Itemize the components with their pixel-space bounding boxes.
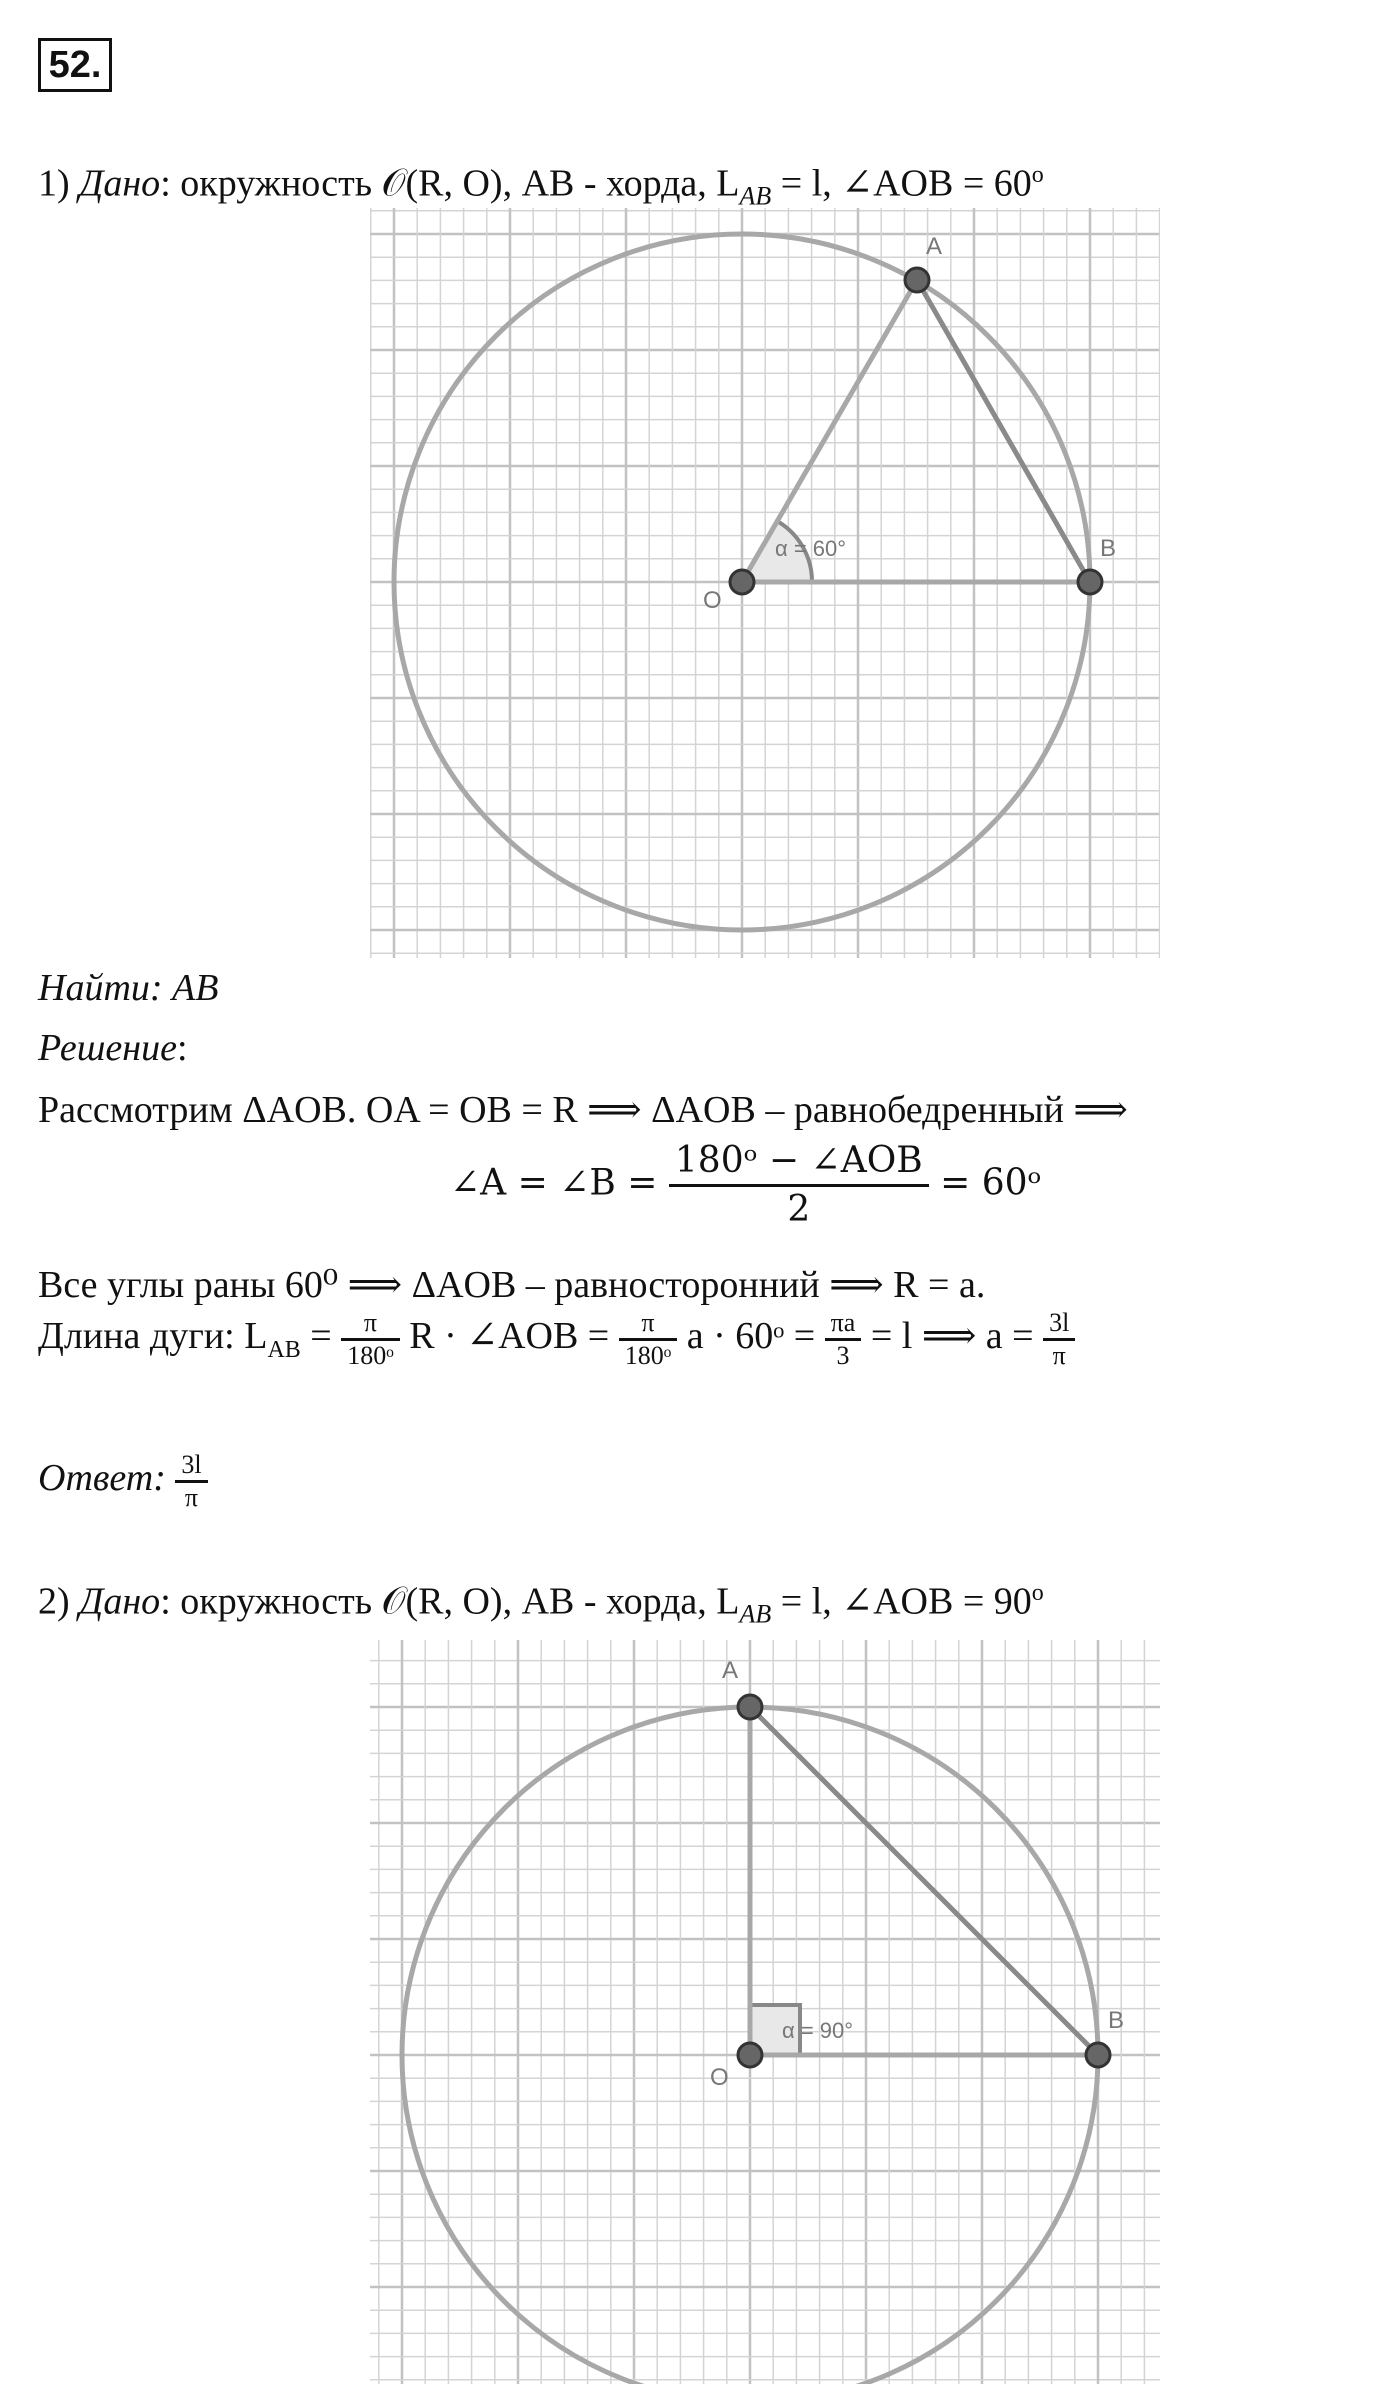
point-o-marker bbox=[738, 2043, 762, 2067]
line4-prefix: Длина дуги: L bbox=[38, 1315, 268, 1358]
solution-line-2 bbox=[450, 1138, 1041, 1233]
part1-solution-heading bbox=[38, 1025, 188, 1071]
segment-ab bbox=[750, 1707, 1098, 2055]
part2-given-rest: = l, ∠AOB = 90 bbox=[771, 1580, 1032, 1623]
line2-left: ∠A = ∠B = bbox=[450, 1162, 658, 1204]
solution-line-4 bbox=[38, 1308, 1075, 1373]
point-b-marker bbox=[1086, 2043, 1110, 2067]
figure-2-circle-diagram bbox=[370, 1640, 1160, 2384]
part1-answer bbox=[38, 1450, 208, 1513]
line4-mid2: a · 60ᵒ = bbox=[677, 1315, 825, 1358]
frac-pi-180-a bbox=[341, 1308, 400, 1371]
point-b-marker bbox=[1078, 570, 1102, 594]
frac-pia-3 bbox=[825, 1308, 862, 1371]
line2-right: = 60ᵒ bbox=[940, 1162, 1042, 1204]
line4-eq1: = bbox=[300, 1315, 342, 1358]
frac-3l-a: 3l bbox=[1043, 1308, 1075, 1341]
frac-pi-a: π bbox=[341, 1308, 400, 1341]
part1-given-sup: o bbox=[1031, 162, 1044, 188]
point-a-label: A bbox=[722, 1657, 739, 1684]
point-o-label: O bbox=[710, 2064, 729, 2091]
frac-pia: πa bbox=[825, 1308, 862, 1341]
frac-180-b: 180ᵒ bbox=[624, 1341, 672, 1370]
line4-sub: AB bbox=[267, 1336, 301, 1363]
frac-pi-c: π bbox=[1052, 1341, 1066, 1370]
part1-find bbox=[38, 965, 218, 1011]
answer-denominator: π bbox=[184, 1483, 199, 1512]
part1-given-text: : окружность 𝒪(R, O), AB - хорда, L bbox=[160, 162, 740, 205]
figure-1-circle-diagram bbox=[370, 208, 1160, 958]
part2-given-word: Дано bbox=[79, 1580, 161, 1623]
part1-given-word: Дано bbox=[79, 162, 161, 205]
part2-given-sup: o bbox=[1031, 1580, 1044, 1606]
answer-colon: : bbox=[153, 1457, 166, 1500]
part2-given-sub: AB bbox=[739, 1599, 772, 1629]
point-a-label: A bbox=[926, 233, 943, 260]
point-o-marker bbox=[730, 570, 754, 594]
line2-denominator: 2 bbox=[787, 1189, 811, 1230]
point-a-marker bbox=[905, 268, 929, 292]
part1-solution-word: Решение bbox=[38, 1027, 177, 1069]
line4-mid3: = l ⟹ a = bbox=[861, 1315, 1044, 1358]
angle-label: α = 90° bbox=[782, 2018, 854, 2043]
frac-3: 3 bbox=[836, 1341, 850, 1370]
frac-pi-180-b bbox=[619, 1308, 678, 1371]
point-a-marker bbox=[738, 1695, 762, 1719]
point-b-label: B bbox=[1108, 2007, 1125, 2034]
angle-label: α = 60° bbox=[775, 536, 847, 561]
point-o-label: O bbox=[703, 587, 722, 614]
part1-given-rest: = l, ∠AOB = 60 bbox=[771, 162, 1032, 205]
line4-mid1: R · ∠AOB = bbox=[399, 1315, 619, 1358]
part1-find-text: : AB bbox=[149, 967, 219, 1009]
part1-find-word: Найти bbox=[38, 967, 150, 1009]
line2-fraction bbox=[669, 1138, 929, 1233]
part2-given bbox=[38, 1570, 1044, 1637]
answer-fraction bbox=[175, 1450, 207, 1513]
line2-numerator: 180ᵒ − ∠AOB bbox=[669, 1138, 929, 1187]
frac-180-a: 180ᵒ bbox=[347, 1341, 394, 1370]
part1-label: 1) bbox=[38, 162, 70, 205]
frac-pi-b: π bbox=[619, 1308, 678, 1341]
solution-line-1: Рассмотрим ΔAOB. OA = OB = R ⟹ ΔAOB – равнобедренный ⟹ bbox=[38, 1089, 1128, 1131]
part1-solution-colon: : bbox=[176, 1027, 188, 1069]
answer-numerator: 3l bbox=[175, 1450, 207, 1483]
answer-word: Ответ bbox=[38, 1457, 154, 1500]
problem-number: 52. bbox=[38, 38, 112, 92]
part1-given-sub: AB bbox=[739, 181, 772, 211]
part2-label: 2) bbox=[38, 1580, 70, 1623]
solution-line-3: Все углы раны 60⁰ ⟹ ΔAOB – равносторонний ⟹ R = a. bbox=[38, 1264, 986, 1306]
part2-given-text: : окружность 𝒪(R, O), AB - хорда, L bbox=[160, 1580, 740, 1623]
frac-3l-pi-a bbox=[1043, 1308, 1075, 1371]
segment-ab bbox=[917, 280, 1090, 582]
point-b-label: B bbox=[1100, 535, 1117, 562]
